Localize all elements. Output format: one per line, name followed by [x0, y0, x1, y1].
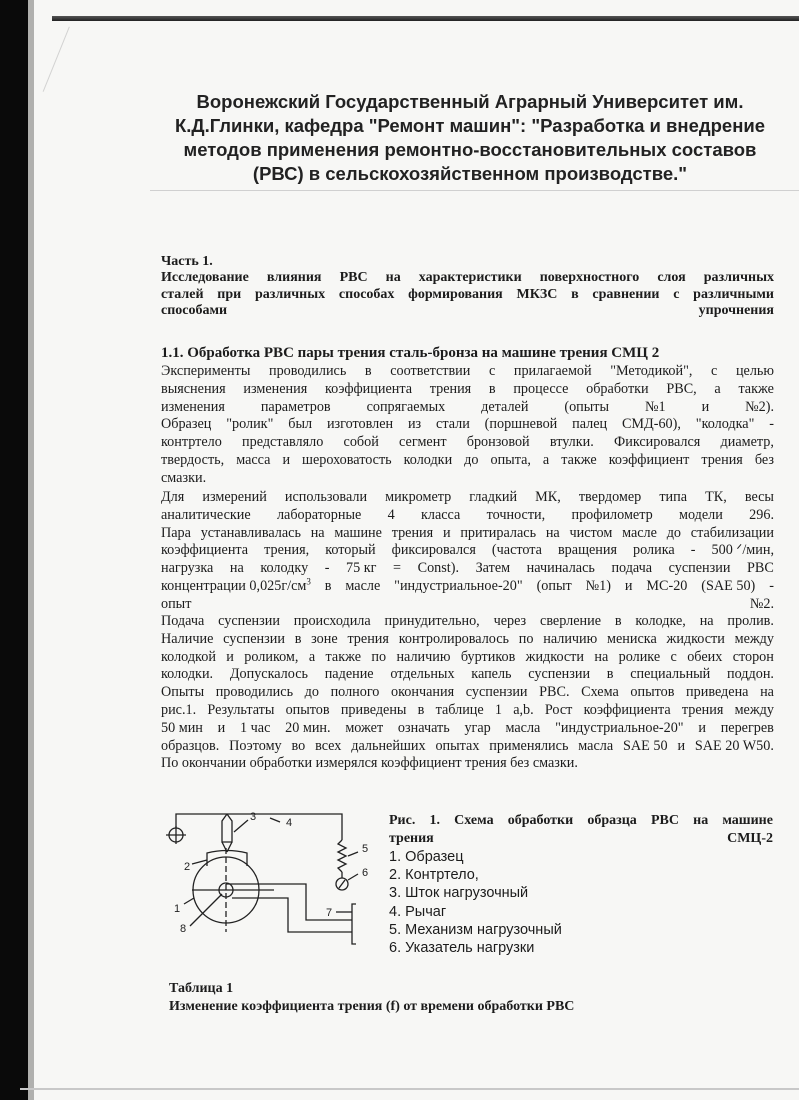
text-word: образцов. — [161, 737, 220, 754]
text-word: опыт — [161, 595, 192, 612]
text-word: трения — [701, 451, 743, 468]
text-word: суспензии — [218, 613, 280, 629]
text-word: и — [698, 719, 706, 736]
text-word: и — [701, 398, 710, 415]
text-word: Опыты — [161, 684, 205, 701]
text-word: пролив. — [727, 613, 774, 629]
text-word: зоне — [311, 630, 338, 647]
text-word: РВС — [747, 560, 774, 577]
text-word: суспензии — [668, 560, 731, 577]
text-word: №1) — [585, 577, 611, 594]
text-word: аналитические — [161, 506, 251, 523]
text-word: лабораторные — [276, 506, 362, 523]
text-line — [161, 525, 774, 543]
text-word: №2. — [749, 595, 774, 612]
superscript: 3 — [306, 576, 311, 587]
text-word: всех — [315, 737, 342, 754]
paragraph-1 — [161, 363, 774, 488]
text-word: также — [561, 451, 597, 468]
text-word: a,b. — [513, 701, 534, 718]
text-word: масле — [345, 577, 381, 594]
text-word: (опыты — [564, 398, 610, 415]
text-word: машине — [334, 524, 382, 541]
part-description — [161, 270, 774, 320]
text-word: образца — [587, 813, 637, 828]
text-word: (SAE 50) — [701, 577, 756, 594]
text-word: Результаты — [207, 701, 275, 718]
text-word: масла — [505, 719, 541, 736]
text-word: весы — [744, 489, 774, 505]
text-word: жидкости — [525, 648, 584, 665]
text-word: масле — [622, 524, 657, 541]
text-line — [161, 738, 774, 756]
text-word: в — [417, 701, 425, 718]
text-word: Подача — [161, 613, 205, 629]
text-word: бронзовой — [466, 434, 530, 451]
text-word: сверление — [540, 613, 601, 629]
text-word: коэффициент — [608, 451, 690, 468]
scan-artifact — [43, 27, 89, 100]
text-word: По окончании обработки измерялся коэффициент трения без смазки. — [161, 755, 578, 772]
text-word: проводились — [215, 684, 294, 701]
title-line: Воронежский Государственный Аграрный Университет им. — [196, 91, 744, 112]
text-word: ролика — [633, 542, 675, 559]
text-word: ролике — [618, 648, 661, 665]
text-word: обработки — [586, 380, 649, 397]
callout-label: 3 — [250, 811, 257, 823]
text-word: СМД-60), — [621, 416, 681, 433]
text-word: на — [760, 684, 774, 701]
text-word: 50 мин — [161, 719, 203, 736]
text-line — [161, 755, 774, 773]
text-word: между — [734, 630, 774, 647]
text-word: гладкий — [469, 489, 518, 505]
text-word: Допускалось — [229, 666, 308, 683]
text-line — [161, 542, 774, 560]
text-word: притиралась — [460, 524, 537, 541]
load-rod — [222, 814, 232, 842]
text-word: трения — [347, 630, 389, 647]
legend-item: 3. Шток нагрузочный — [389, 885, 529, 902]
text-word: колодкой — [161, 648, 216, 665]
text-word: "Методикой", — [610, 363, 693, 379]
text-word: трения, — [264, 542, 310, 559]
text-word: диаметр, — [720, 434, 774, 451]
text-word: ТК, — [705, 489, 727, 505]
scan-top-bar — [52, 16, 799, 21]
callout-label: 2 — [184, 861, 191, 873]
text-word: палец — [572, 416, 608, 433]
text-word: также — [325, 648, 362, 665]
text-word: в — [294, 630, 302, 647]
figure-legend — [389, 848, 562, 957]
text-word: из — [407, 416, 422, 433]
title-divider — [150, 190, 799, 191]
text-word: 1 — [494, 701, 502, 718]
text-word: по — [518, 630, 534, 647]
text-word: в — [614, 613, 622, 629]
scan-border-shadow — [28, 0, 34, 1100]
text-word: контртело — [161, 434, 222, 451]
text-word: "ролик" — [226, 416, 274, 433]
text-word: обработки — [507, 813, 574, 828]
part-label: Часть 1. — [161, 254, 213, 269]
section-heading: 1.1. Обработка РВС пары трения сталь-бронза на машине трения СМЦ 2 — [161, 345, 660, 361]
legend-item: 5. Механизм нагрузочный — [389, 921, 562, 938]
text-word: опытах — [435, 737, 480, 754]
text-word: в — [364, 363, 372, 379]
text-word: на — [594, 648, 609, 665]
table-title: Изменение коэффициента трения (f) от времени обработки РВС — [169, 999, 575, 1014]
text-line — [161, 578, 774, 596]
text-word: роликом, — [244, 648, 299, 665]
text-word: полного — [330, 684, 380, 701]
part-desc-text: способами — [161, 303, 228, 318]
table-label: Таблица 1 — [169, 981, 234, 996]
text-line — [161, 631, 774, 649]
text-word: фиксировался — [391, 542, 476, 559]
part-desc-text: упрочнения — [698, 303, 774, 318]
text-word: таблице — [435, 701, 484, 718]
text-word: "индустриальное-20" — [394, 577, 523, 594]
text-word: Для — [161, 489, 185, 505]
text-word: суспензии — [528, 666, 591, 683]
paragraph-2 — [161, 489, 774, 614]
text-word: специальный — [630, 666, 711, 683]
text-word: без — [754, 451, 774, 468]
text-word: колодки. — [161, 666, 214, 683]
text-line — [161, 489, 774, 507]
text-word: - — [769, 416, 774, 433]
text-word: окончания — [391, 684, 455, 701]
text-line — [161, 470, 774, 488]
text-word: начиналась — [526, 560, 595, 577]
text-word: сегмент — [399, 434, 447, 451]
text-word: МК, — [535, 489, 561, 505]
text-word: применялись — [489, 737, 569, 754]
text-word: SAE 50 — [623, 737, 668, 754]
text-word: падение — [324, 666, 374, 683]
legend-item: 1. Образец — [389, 849, 464, 865]
text-word: и — [442, 524, 451, 541]
text-word: 1. — [429, 813, 440, 828]
text-word: означать — [397, 719, 450, 736]
text-word: Образец — [161, 416, 212, 433]
text-word: в — [324, 577, 332, 594]
text-word: который — [325, 542, 376, 559]
text-word: в — [606, 666, 614, 683]
text-word: и — [677, 737, 686, 754]
text-word: до — [304, 684, 319, 701]
text-word: Эксперименты — [161, 363, 251, 379]
callout-label: 6 — [362, 867, 369, 879]
text-word: и — [624, 577, 633, 594]
text-word: сторон — [732, 648, 774, 665]
text-word: через — [493, 613, 527, 629]
text-word: суспензии — [223, 630, 285, 647]
text-word: угар — [464, 719, 491, 736]
text-line — [161, 416, 774, 434]
text-word: приведена — [686, 684, 749, 701]
text-word: на — [545, 524, 560, 541]
text-word: контролировалось — [398, 630, 510, 647]
text-word: (поршневой — [484, 416, 558, 433]
text-word: 1 час — [240, 719, 271, 736]
legend-item: 4. Рычаг — [389, 903, 447, 920]
callout-label: 8 — [180, 923, 187, 935]
text-word: РВС. — [539, 684, 570, 701]
text-word: капель — [471, 666, 512, 683]
text-word: а — [714, 380, 721, 397]
text-word: 500 ᐟ/мин, — [711, 542, 774, 559]
text-word: колодки — [403, 451, 453, 468]
text-word: изготовлен — [326, 416, 394, 433]
text-word: соответствии — [390, 363, 471, 379]
text-line — [161, 702, 774, 720]
caption-text: СМЦ-2 — [727, 831, 773, 846]
para2-lines — [161, 489, 774, 578]
text-word — [161, 578, 311, 596]
text-line — [161, 363, 774, 381]
text-word: сопрягаемых — [366, 398, 446, 415]
text-word: Наличие — [161, 630, 214, 647]
text-word: Const). — [417, 560, 460, 577]
text-word: профилометр — [571, 506, 653, 523]
text-word: = — [393, 560, 402, 577]
text-word: 75 кг — [346, 560, 377, 577]
text-word: №2). — [745, 398, 774, 415]
text-word: стали — [436, 416, 470, 433]
text-word: был — [288, 416, 313, 433]
text-word: до — [464, 451, 479, 468]
text-word: поддон. — [727, 666, 774, 683]
text-line — [161, 452, 774, 470]
text-word: а — [308, 648, 316, 665]
text-word: SAE 20 W50. — [694, 737, 774, 754]
text-word: по — [371, 648, 387, 665]
part-desc-last-line — [161, 303, 774, 320]
text-line — [161, 381, 774, 399]
text-word: - — [690, 542, 696, 559]
text-word: буртиков — [460, 648, 516, 665]
text-word: машине — [722, 813, 773, 828]
text-word: собой — [343, 434, 379, 451]
text-word: модели — [679, 506, 723, 523]
text-word: шероховатость — [302, 451, 392, 468]
text-word: - — [324, 560, 330, 577]
text-word: на — [699, 613, 714, 629]
text-word: нагрузка — [161, 560, 214, 577]
text-word: происходила — [293, 613, 371, 629]
text-word: с — [711, 363, 718, 379]
counterbody-shoe — [207, 851, 247, 867]
text-word: стабилизации — [690, 524, 774, 541]
text-line — [161, 434, 774, 452]
text-word: Поэтому — [229, 737, 282, 754]
text-line — [161, 399, 774, 417]
text-word: класса — [420, 506, 461, 523]
text-word: проводились — [268, 363, 347, 379]
text-word: изменения — [243, 380, 308, 397]
text-word: принудительно, — [384, 613, 480, 629]
text-line — [161, 560, 774, 578]
friction-machine-diagram — [162, 808, 384, 958]
text-word: РВС, — [666, 380, 697, 397]
text-word: Схема — [454, 813, 494, 828]
text-word: а — [542, 451, 550, 468]
text-word: в — [488, 380, 496, 397]
text-word: прилагаемой — [513, 363, 592, 379]
text-word: трения — [681, 701, 724, 718]
text-word: измерений — [202, 489, 267, 505]
text-line — [161, 649, 774, 667]
text-word: трения — [391, 524, 434, 541]
part-desc-line: сталей при различных способах формирования МКЗС в сравнении с различными — [161, 286, 774, 302]
frame-bracket — [352, 904, 356, 944]
text-word: смазки. — [161, 469, 207, 486]
text-word: устанавливалась — [200, 524, 301, 541]
lever-line — [176, 814, 342, 840]
text-line — [161, 596, 774, 614]
text-word: суспензии — [465, 684, 528, 701]
text-word: рис.1. — [161, 701, 197, 718]
text-word: выяснения — [161, 380, 226, 397]
text-word: Фиксировался — [614, 434, 701, 451]
text-word: дальнейших — [351, 737, 426, 754]
scan-bottom-edge — [20, 1088, 799, 1090]
text-word: между — [734, 701, 774, 718]
text-word: 4 — [387, 506, 395, 523]
scan-border-left — [0, 0, 28, 1100]
text-word: коэффициента — [161, 542, 249, 559]
text-word: параметров — [260, 398, 331, 415]
text-word: типа — [659, 489, 688, 505]
text-word: микрометр — [385, 489, 452, 505]
spring-icon — [338, 840, 346, 872]
text-word: обеих — [687, 648, 723, 665]
text-word: Схема — [581, 684, 619, 701]
text-word: наличию — [396, 648, 451, 665]
text-word: изменения — [161, 398, 225, 415]
text-word: процессе — [513, 380, 569, 397]
text-word: перегрев — [720, 719, 774, 736]
legend-item: 2. Контртело, — [389, 867, 479, 884]
caption-line — [389, 830, 773, 848]
text-word: представляло — [242, 434, 324, 451]
text-word: вращения — [557, 542, 618, 559]
text-word: трения — [429, 380, 472, 397]
callout-label: 4 — [286, 817, 293, 829]
caption-line — [389, 812, 773, 830]
title-line: методов применения ремонтно-восстановительных составов — [183, 139, 757, 160]
text-word: Затем — [475, 560, 511, 577]
title-line: (РВС) в сельскохозяйственном производстве." — [252, 163, 688, 184]
text-word: на — [310, 524, 325, 541]
callout-label: 7 — [326, 907, 333, 919]
text-word: мениска — [607, 630, 657, 647]
text-word: и — [282, 451, 291, 468]
text-word: МС-20 — [646, 577, 688, 594]
text-word: подача — [611, 560, 653, 577]
title-line: К.Д.Глинки, кафедра "Ремонт машин": "Разработка и внедрение — [174, 115, 766, 136]
text-word: деталей — [481, 398, 529, 415]
text-word: до — [666, 524, 682, 541]
paragraph-3 — [161, 613, 774, 773]
text-line — [161, 613, 774, 631]
text-word: твердость, — [161, 451, 225, 468]
text-word: Рост — [544, 701, 573, 718]
text-word: колодку — [260, 560, 309, 577]
text-word: также — [738, 380, 774, 397]
callout-label: 5 — [362, 843, 369, 855]
text-word: наличию — [543, 630, 598, 647]
text-word: целью — [735, 363, 774, 379]
text-word: во — [291, 737, 306, 754]
text-word: на — [693, 813, 709, 828]
text-word: коэффициента — [324, 380, 413, 397]
text-word: (частота — [491, 542, 542, 559]
text-word: (опыт — [536, 577, 572, 594]
text-line — [161, 684, 774, 702]
text-word: с — [670, 648, 677, 665]
text-word: и — [217, 719, 226, 736]
text-word: использовали — [284, 489, 368, 505]
text-word: отдельных — [390, 666, 455, 683]
text-word: и — [226, 648, 234, 665]
text-word: приведены — [340, 701, 407, 718]
text-word: масса — [236, 451, 271, 468]
text-word: с — [488, 363, 496, 379]
text-word: №1 — [644, 398, 666, 415]
caption-text: трения — [389, 831, 434, 846]
text-word: чистом — [569, 524, 613, 541]
text-word: - — [769, 577, 774, 594]
text-word: опыта, — [490, 451, 531, 468]
text-word: опытов — [285, 701, 330, 718]
text-line — [161, 720, 774, 738]
legend-item: 6. Указатель нагрузки — [389, 940, 535, 957]
text-word: Пара — [161, 524, 191, 541]
text-line — [161, 507, 774, 525]
callout-label: 1 — [174, 903, 181, 915]
text-word: Рис. — [389, 813, 416, 828]
text-word: может — [345, 719, 384, 736]
figure-caption — [389, 812, 773, 848]
text-word: "индустриальное-20" — [555, 719, 684, 736]
text-word: жидкости — [666, 630, 725, 647]
text-word: коэффициента — [583, 701, 671, 718]
text-word: концентрации 0,025г/см — [161, 577, 307, 594]
table-caption — [169, 980, 574, 1016]
text-word: твердомер — [578, 489, 642, 505]
text-word: РВС — [650, 813, 679, 828]
part-desc-line: Исследование влияния РВС на характеристики поверхностного слоя различных — [161, 270, 774, 285]
text-word: 20 мин. — [285, 719, 331, 736]
text-word: на — [229, 560, 244, 577]
text-word: масла — [578, 737, 614, 754]
text-word: точности, — [486, 506, 546, 523]
text-word: колодке, — [635, 613, 686, 629]
text-word: 296. — [749, 506, 774, 523]
document-title — [165, 90, 775, 186]
text-line — [161, 666, 774, 684]
text-word: "колодка" — [695, 416, 755, 433]
text-word: опытов — [630, 684, 675, 701]
text-word: втулки. — [549, 434, 594, 451]
